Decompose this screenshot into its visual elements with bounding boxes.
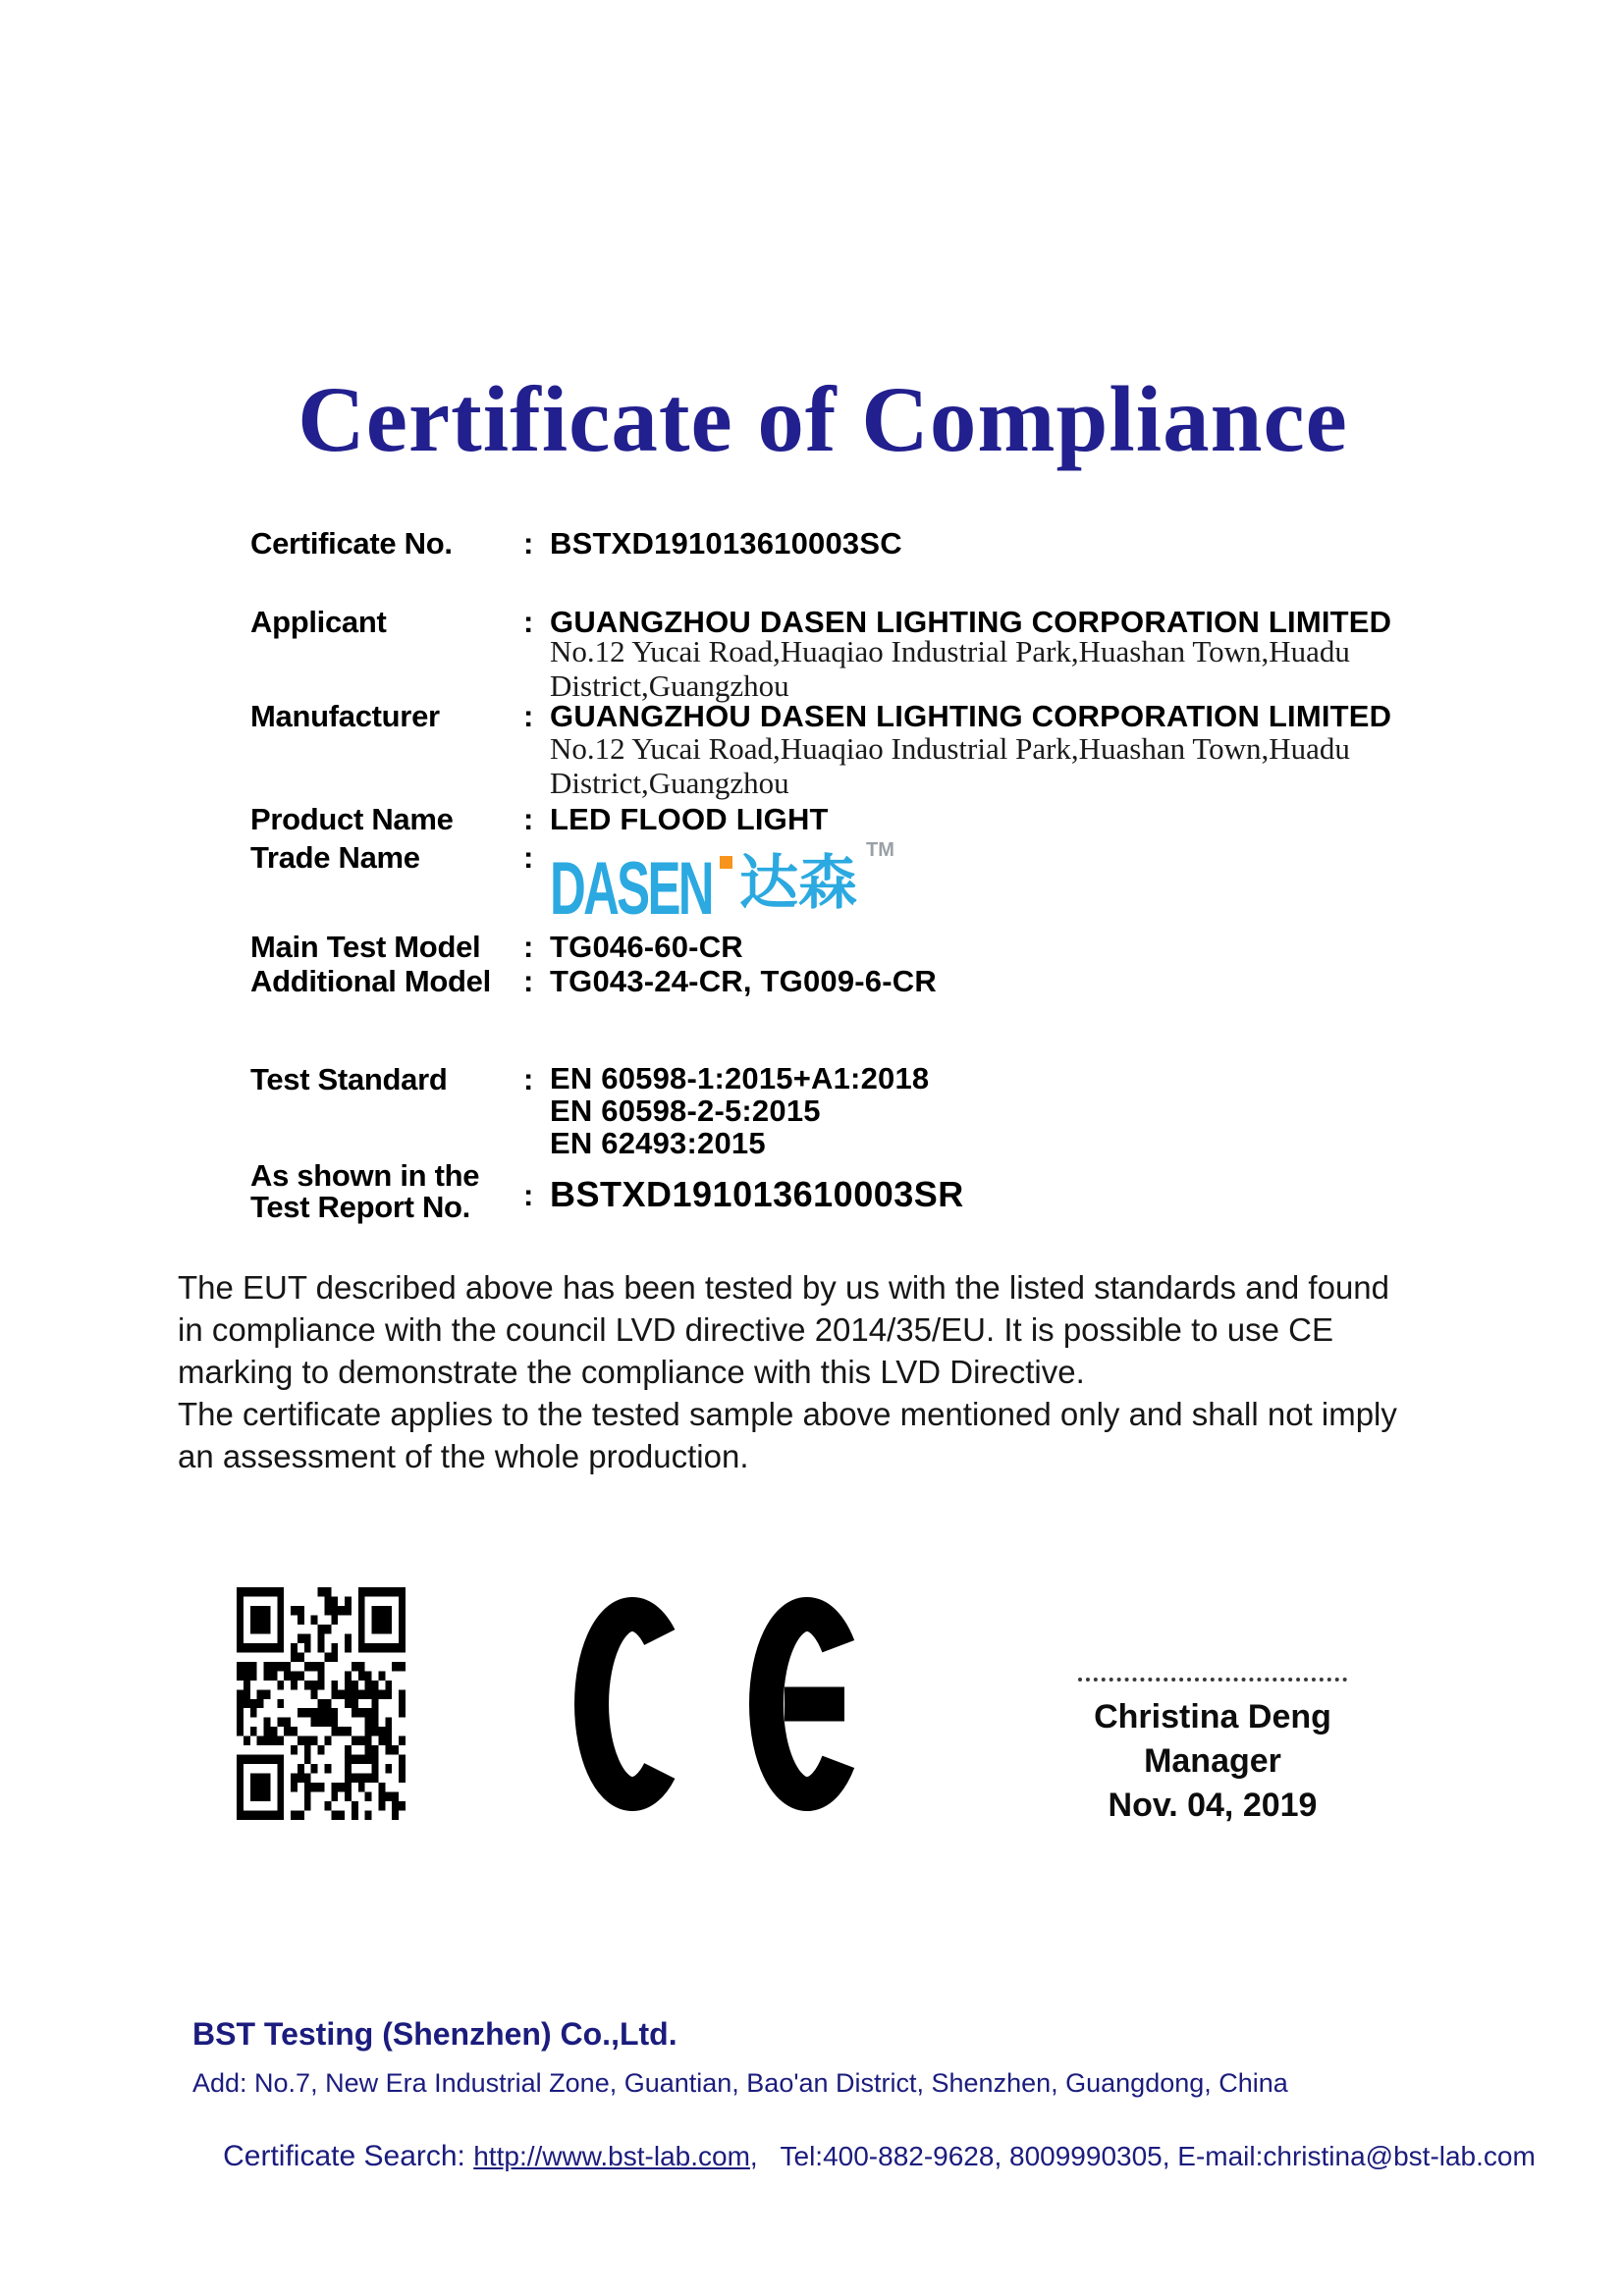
field-value-certificate-no: BSTXD191013610003SC (550, 526, 902, 561)
field-value-manufacturer: GUANGZHOU DASEN LIGHTING CORPORATION LIMITED (550, 699, 1392, 733)
field-label-manufacturer: Manufacturer (250, 699, 440, 733)
dasen-logo-orange-dot-icon (720, 856, 732, 869)
field-colon: : (523, 964, 534, 998)
ce-mark-letter-e (749, 1597, 865, 1811)
footer-company-address: Add: No.7, New Era Industrial Zone, Guantian, Bao'an District, Shenzhen, Guangdong, China (192, 2068, 1288, 2098)
signature-dotted-line (1078, 1678, 1347, 1682)
dasen-logo (550, 838, 903, 929)
ce-mark-letter-c (574, 1597, 690, 1811)
dasen-logo-chinese-text: 达森 (739, 850, 857, 916)
applicant-address-line1: No.12 Yucai Road,Huaqiao Industrial Park,Huashan Town,Huadu (550, 634, 1350, 668)
footer-company-name: BST Testing (Shenzhen) Co.,Ltd. (192, 2016, 677, 2052)
footer-contact-info: , Tel:400-882-9628, 8009990305, E-mail:christina@bst-lab.com (749, 2141, 1536, 2171)
test-standard-line1: EN 60598-1:2015+A1:2018 (550, 1061, 930, 1095)
field-colon: : (523, 840, 534, 875)
field-label-certificate-no: Certificate No. (250, 526, 453, 561)
manufacturer-address-line2: District,Guangzhou (550, 766, 789, 800)
statement-line: The certificate applies to the tested sample above mentioned only and shall not imply (178, 1396, 1397, 1432)
field-value-product-name: LED FLOOD LIGHT (550, 802, 829, 836)
compliance-statement (178, 1266, 1454, 1477)
applicant-address-line2: District,Guangzhou (550, 668, 789, 703)
field-colon: : (523, 1178, 534, 1212)
field-label-test-report (250, 1160, 535, 1223)
page-title: Certificate of Compliance (298, 367, 1348, 471)
signatory-role: Manager (1144, 1742, 1281, 1780)
field-value-test-report: BSTXD191013610003SR (550, 1174, 964, 1214)
dasen-logo-wordmark: DASEN (550, 847, 712, 931)
manufacturer-address-line1: No.12 Yucai Road,Huaqiao Industrial Park,Huashan Town,Huadu (550, 731, 1350, 766)
test-standard-line3: EN 62493:2015 (550, 1126, 766, 1160)
field-label-test-standard: Test Standard (250, 1062, 448, 1096)
signatory-name: Christina Deng (1094, 1698, 1331, 1735)
field-value-additional-model: TG043-24-CR, TG009-6-CR (550, 964, 937, 998)
trademark-symbol: TM (866, 839, 894, 861)
field-label-applicant: Applicant (250, 605, 387, 639)
statement-line: The EUT described above has been tested by us with the listed standards and found (178, 1269, 1390, 1306)
signature-block (1037, 1695, 1388, 1828)
field-colon: : (523, 605, 534, 639)
field-label-product-name: Product Name (250, 802, 454, 836)
field-label-main-test-model: Main Test Model (250, 930, 481, 964)
field-colon: : (523, 699, 534, 733)
statement-line: in compliance with the council LVD directive 2014/35/EU. It is possible to use CE (178, 1311, 1333, 1348)
test-standard-line2: EN 60598-2-5:2015 (550, 1094, 821, 1128)
statement-line: an assessment of the whole production. (178, 1438, 749, 1474)
statement-line: marking to demonstrate the compliance with this LVD Directive. (178, 1354, 1085, 1390)
field-value-test-standard (550, 1062, 1532, 1159)
test-report-label-line1: As shown in the (250, 1158, 480, 1193)
field-colon: : (523, 802, 534, 836)
test-report-label-line2: Test Report No. (250, 1190, 470, 1224)
certificate-search-label: Certificate Search: (223, 2140, 474, 2172)
certificate-search-link[interactable]: http://www.bst-lab.com (473, 2141, 750, 2171)
applicant-address (550, 634, 1434, 703)
qr-code (237, 1587, 406, 1820)
field-label-trade-name: Trade Name (250, 840, 420, 875)
field-colon: : (523, 930, 534, 964)
signature-date: Nov. 04, 2019 (1108, 1787, 1318, 1824)
field-colon: : (523, 1062, 534, 1096)
field-value-main-test-model: TG046-60-CR (550, 930, 743, 964)
manufacturer-address (550, 731, 1434, 800)
field-colon: : (523, 526, 534, 561)
footer-certificate-search-line (192, 2104, 1536, 2210)
field-label-additional-model: Additional Model (250, 964, 491, 998)
field-value-applicant: GUANGZHOU DASEN LIGHTING CORPORATION LIMITED (550, 605, 1392, 639)
